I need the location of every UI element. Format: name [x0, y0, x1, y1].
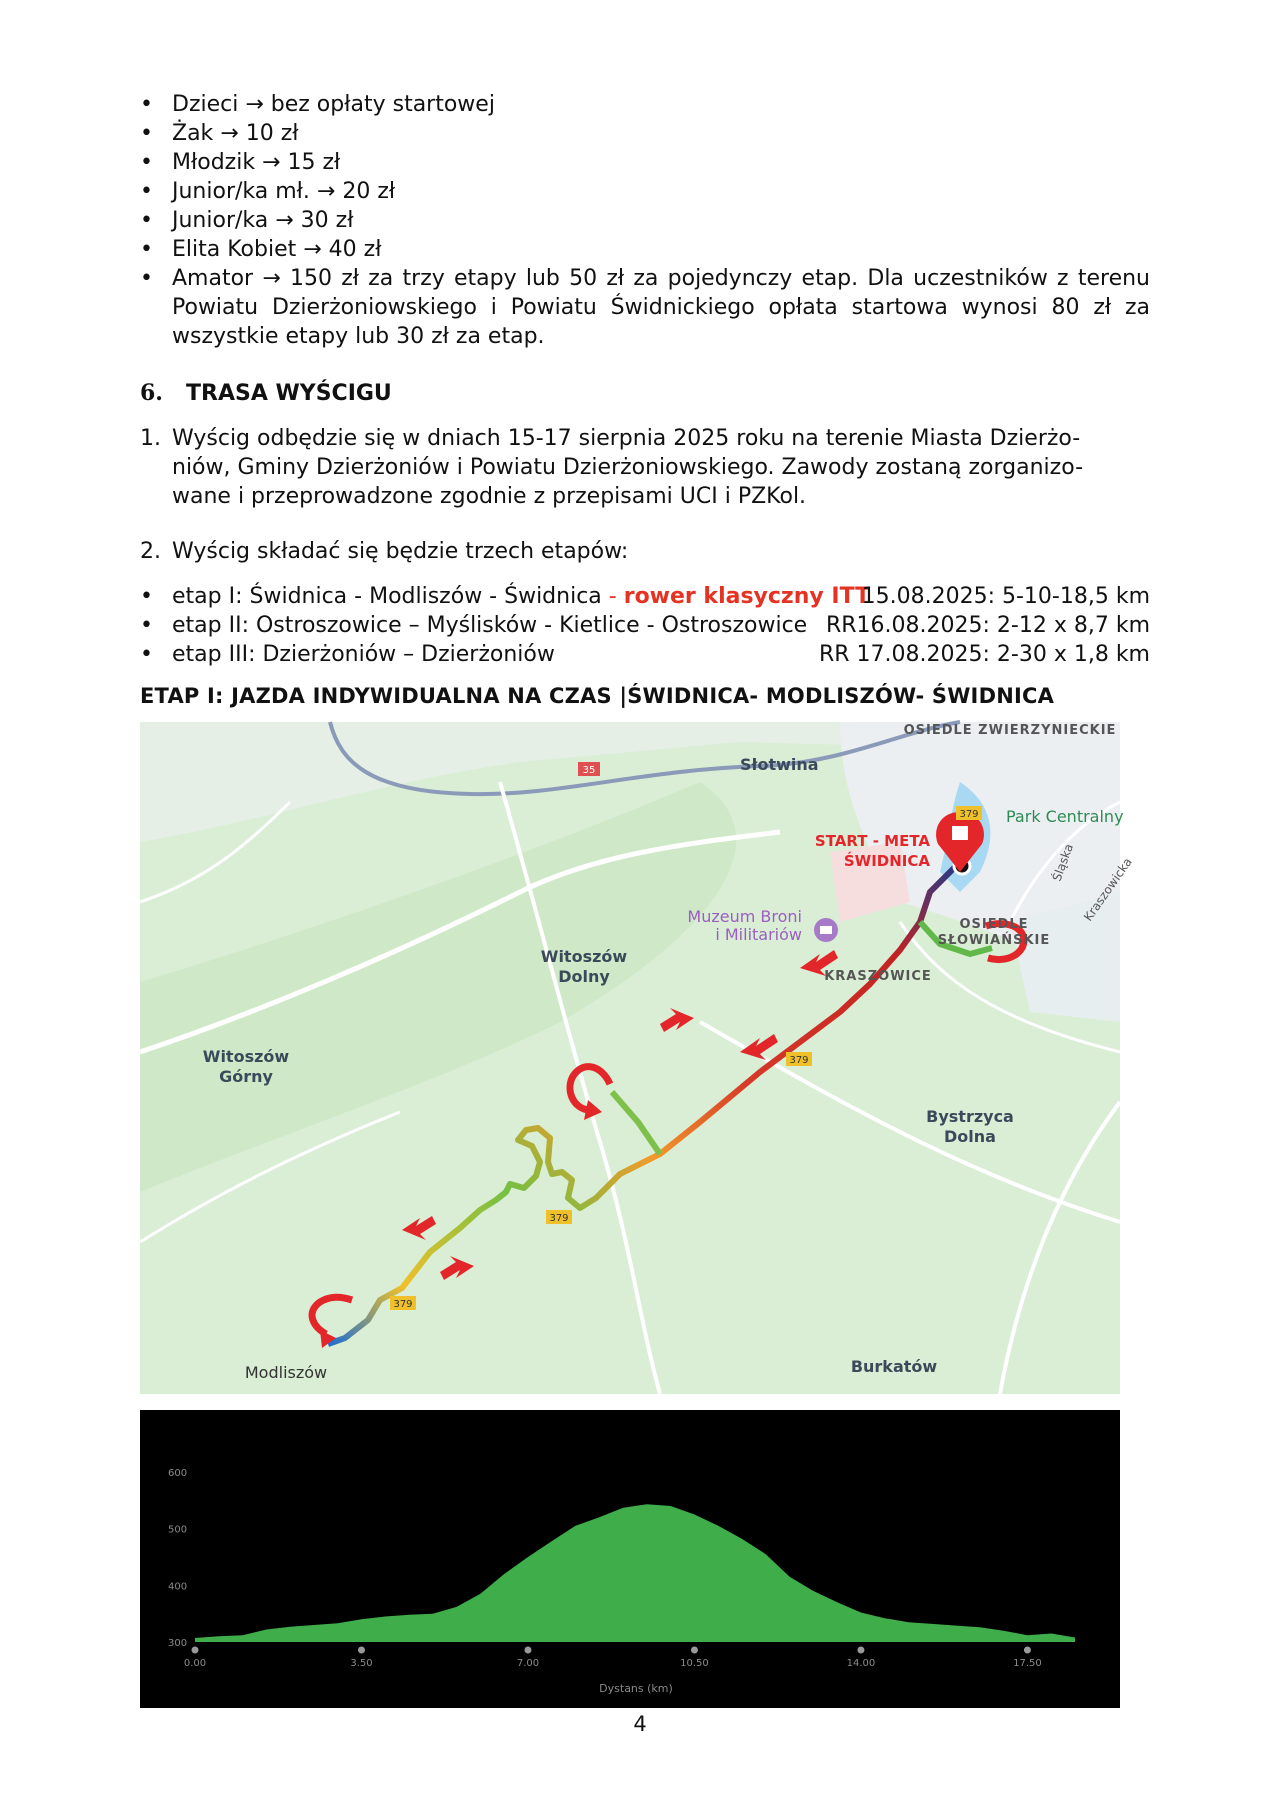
section-number: 6. — [140, 380, 163, 406]
start-label: ŚWIDNICA — [843, 852, 930, 870]
x-tick-label: 0.00 — [183, 1658, 207, 1669]
x-tick-label: 7.00 — [516, 1658, 540, 1669]
fee-item: • Elita Kobiet → 40 zł — [140, 235, 1150, 264]
place-label: OSIEDLE — [959, 917, 1029, 932]
place-label: Górny — [219, 1067, 273, 1086]
svg-text:379: 379 — [549, 1213, 569, 1224]
street-label: Kraszowicka — [1080, 855, 1135, 924]
paragraph-number: 1. — [140, 426, 161, 451]
road-badge — [786, 1052, 812, 1066]
place-label: Burkatów — [850, 1357, 938, 1376]
route-map — [140, 722, 1135, 1394]
location-pin-icon — [952, 826, 968, 840]
svg-text:35: 35 — [582, 765, 596, 776]
start-label: START - META — [814, 832, 930, 850]
fee-item: • Amator → 150 zł za trzy etapy lub 50 zł za pojedynczy etap. Dla uczestników z terenu Powiatu Dzierżoniowskiego i Powiatu Świdnickiego opłata startowa wynosi 80 zł za wszystkie etapy lub 30 zł za etap. — [140, 264, 1150, 351]
stage-value: RR16.08.2025: 2-12 x 8,7 km — [825, 613, 1150, 638]
y-tick-label: 600 — [168, 1468, 188, 1479]
elevation-profile-chart — [140, 1410, 1120, 1708]
poi-label: Muzeum Broni — [687, 907, 802, 926]
paragraph-text: Wyścig odbędzie się w dniach 15-17 sierpnia 2025 roku na terenie Miasta Dzierżo- niów, Gminy Dzierżoniów i Powiatu Dzierżoniowskiego. Zawody zostaną zorganizo- wane i przeprowadzone zgodnie z przepisami UCI i PZKol. — [172, 426, 1084, 509]
place-label: Witoszów — [202, 1047, 290, 1066]
museum-icon — [820, 926, 832, 934]
x-tick-dot — [691, 1647, 698, 1654]
stage-label: etap III: Dzierżoniów – Dzierżoniów — [172, 642, 555, 667]
road-badge — [578, 762, 600, 776]
place-label: SŁOWIAŃSKIE — [937, 933, 1051, 948]
stage-value: 15.08.2025: 5-10-18,5 km — [861, 584, 1150, 609]
place-label: Modliszów — [244, 1363, 328, 1382]
x-tick-label: 10.50 — [680, 1658, 709, 1669]
fee-item: • Żak → 10 zł — [140, 119, 1150, 148]
road-badge — [956, 806, 982, 820]
paragraph-2 — [140, 537, 1140, 566]
poi-label: i Militariów — [715, 925, 802, 944]
paragraph-text: Wyścig składać się będzie trzech etapów: — [172, 539, 629, 564]
page-number: 4 — [633, 1712, 647, 1736]
stage-label: etap II: Ostroszowice – Myślisków - Kietlice - Ostroszowice — [172, 613, 808, 638]
svg-text:379: 379 — [789, 1055, 809, 1066]
stage-item — [140, 611, 1150, 640]
y-tick-label: 300 — [168, 1638, 188, 1649]
y-tick-label: 500 — [168, 1524, 188, 1536]
fee-list — [140, 90, 1150, 351]
fee-item: • Dzieci → bez opłaty startowej — [140, 90, 1150, 119]
place-label: Dolny — [558, 967, 610, 986]
fee-item: • Junior/ka → 30 zł — [140, 206, 1150, 235]
stage-list — [140, 582, 1150, 669]
x-tick-dot — [358, 1647, 365, 1654]
place-label: KRASZOWICE — [824, 969, 932, 984]
etap-heading: ETAP I: JAZDA INDYWIDUALNA NA CZAS |ŚWIDNICA- MODLISZÓW- ŚWIDNICA — [140, 684, 1055, 708]
stage-item — [140, 640, 1150, 669]
place-label: Park Centralny — [1006, 807, 1124, 826]
y-axis — [168, 1468, 187, 1649]
stage-separator: - — [601, 584, 624, 609]
place-label: OSIEDLE ZWIERZYNIECKIE — [903, 723, 1117, 738]
svg-text:379: 379 — [959, 809, 979, 820]
x-tick-dot — [524, 1647, 531, 1654]
stage-label: etap I: Świdnica - Modliszów - Świdnica — [172, 584, 602, 609]
x-tick-label: 17.50 — [1013, 1658, 1042, 1669]
road-badge — [546, 1210, 572, 1224]
x-axis — [184, 1647, 1042, 1670]
fee-item: • Młodzik → 15 zł — [140, 148, 1150, 177]
x-tick-dot — [857, 1647, 864, 1654]
stage-value: RR 17.08.2025: 2-30 x 1,8 km — [818, 642, 1150, 667]
stage-highlight: rower klasyczny ITT — [623, 584, 871, 609]
y-tick-label: 400 — [168, 1581, 188, 1593]
road-badge — [390, 1296, 416, 1310]
elevation-chart-svg — [140, 1410, 1120, 1708]
x-tick-dot — [1024, 1647, 1031, 1654]
x-tick-label: 14.00 — [846, 1658, 876, 1669]
paragraph-number: 2. — [140, 539, 161, 564]
section-heading — [140, 380, 392, 406]
place-label: Bystrzyca — [926, 1107, 1014, 1126]
map-canvas — [140, 722, 1135, 1394]
place-label: Witoszów — [540, 947, 628, 966]
svg-text:379: 379 — [393, 1299, 413, 1310]
stage-item — [140, 582, 1150, 611]
place-label: Słotwina — [740, 755, 819, 774]
x-axis-label: Dystans (km) — [599, 1682, 673, 1695]
elevation-area — [195, 1504, 1075, 1642]
section-title: TRASA WYŚCIGU — [186, 381, 392, 406]
street-label: Śląska — [1049, 841, 1077, 884]
paragraph-1 — [140, 424, 1140, 511]
place-label: Dolna — [944, 1127, 996, 1146]
x-tick-dot — [192, 1647, 199, 1654]
x-tick-label: 3.50 — [350, 1658, 373, 1669]
fee-item: • Junior/ka mł. → 20 zł — [140, 177, 1150, 206]
